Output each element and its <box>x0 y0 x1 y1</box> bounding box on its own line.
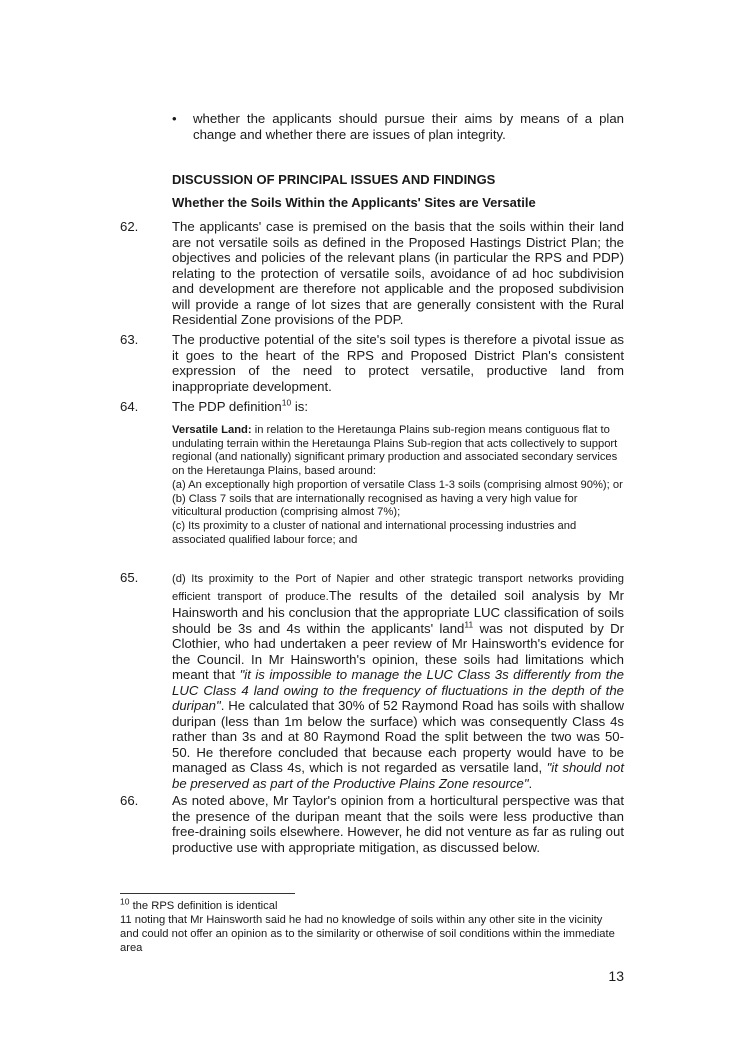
paragraph-number: 64. <box>120 399 139 414</box>
footnote-divider <box>120 893 295 894</box>
footnote-10-number: 10 <box>120 896 130 907</box>
bullet-text: whether the applicants should pursue their aims by means of a plan change and whether there are issues of plan integrity. <box>193 111 624 142</box>
paragraph-text: As noted above, Mr Taylor's opinion from a horticultural perspective was that the presence of the duripan meant that the soils were less productive than free-draining soils elsewhere. However, he did not venture as far as ruling out productive use with appropriate mitigation, as discussed below. <box>172 793 624 855</box>
quoted-opinion-1: "it is impossible to manage the LUC Class 3s differently from the LUC Class 4 land owing to the frequency of fluctuations in the depth of the duripan" <box>172 667 624 713</box>
paragraph-text <box>172 570 624 791</box>
quoted-opinion-2: "it should not be preserved as part of the Productive Plains Zone resource" <box>172 760 625 791</box>
bullet-icon: • <box>172 111 177 126</box>
definition-item-a: (a) An exceptionally high proportion of versatile Class 1-3 soils (comprising almost 90%); or <box>172 478 623 491</box>
paragraph-text: The applicants' case is premised on the basis that the soils within their land are not versatile soils as defined in the Proposed Hastings District Plan; the objectives and policies of the relevant plans (in particular the RPS and PDP) relating to the protection of versatile soils, avoidance of ad hoc subdivision and development are therefore not applicable and the proposed subdivision will provide a range of lot sizes that are generally consistent with the Rural Residential Zone provisions of the PDP. <box>172 219 624 327</box>
paragraph-63 <box>120 332 624 394</box>
definition-item-d: (d) Its proximity to the Port of Napier and other strategic transport networks providing efficient transport of produce. <box>172 573 624 603</box>
paragraph-number: 63. <box>120 332 139 347</box>
footnote-11: 11 noting that Mr Hainsworth said he had no knowledge of soils within any other site in the vicinity and could not offer an opinion as to the similarity or otherwise of soil conditions within the immediate area <box>120 914 615 954</box>
paragraph-number: 62. <box>120 219 139 234</box>
section-heading: DISCUSSION OF PRINCIPAL ISSUES AND FINDINGS <box>172 172 496 187</box>
bullet-item <box>172 111 624 143</box>
paragraph-text-1: The results of the detailed soil analysis by Mr Hainsworth and his conclusion that the appropriate LUC classification of soils should be 3s and 4s within the applicants' land <box>172 587 625 636</box>
subsection-heading: Whether the Soils Within the Applicants' Sites are Versatile <box>172 195 536 210</box>
definition-quote <box>172 424 624 547</box>
footnote-ref-10[interactable]: 10 <box>281 397 292 408</box>
footnote-10-text: the RPS definition is identical <box>129 900 278 912</box>
paragraph-number: 65. <box>120 570 139 585</box>
definition-intro <box>172 424 624 479</box>
definition-term: Versatile Land: <box>172 424 252 436</box>
paragraph-text-4: . <box>528 775 533 791</box>
paragraph-text-3: . He calculated that 30% of 52 Raymond Road has soils with shallow duripan (less than 1m below the surface) which was consequently Class 4s rather than 3s and at 80 Raymond Road the split between the two was 50-50. He therefore concluded that because each property would have to be managed as Class 4s, which is not regarded as versatile land, <box>172 698 624 775</box>
paragraph-66 <box>120 793 624 855</box>
paragraph-64 <box>120 399 624 415</box>
definition-item-c: (c) Its proximity to a cluster of national and international processing industries and associated qualified labour force; and <box>172 519 577 546</box>
paragraph-62 <box>120 219 624 328</box>
paragraph-text <box>172 399 624 415</box>
paragraph-text-after: is: <box>291 399 309 414</box>
paragraph-text-2: was not disputed by Dr Clothier, who had undertaken a peer review of Mr Hainsworth's evidence for the Council. In Mr Hainsworth's opinion, these soils had limitations which meant that <box>172 620 624 682</box>
paragraph-number: 66. <box>120 793 139 808</box>
paragraph-text: The productive potential of the site's soil types is therefore a pivotal issue as it goes to the heart of the RPS and Proposed District Plan's consistent expression of the need to protect versatile, productive land from inappropriate development. <box>172 332 624 394</box>
definition-intro-text: in relation to the Heretaunga Plains sub-region means contiguous flat to undulating terrain within the Heretaunga Plains Sub-region that acts collectively to support regional (and nationally) significant primary production and associated secondary services on the Heretaunga Plains, based around: <box>172 424 618 478</box>
footnote-10 <box>120 896 624 913</box>
page-number: 13 <box>608 968 624 984</box>
footnotes <box>120 896 624 955</box>
definition-item-b: (b) Class 7 soils that are internationally recognised as having a very high value for viticultural production (comprising almost 7%); <box>172 492 578 519</box>
footnote-ref-11[interactable]: 11 <box>464 619 474 630</box>
paragraph-65 <box>120 570 624 791</box>
paragraph-text-before: The PDP definition <box>172 399 282 414</box>
